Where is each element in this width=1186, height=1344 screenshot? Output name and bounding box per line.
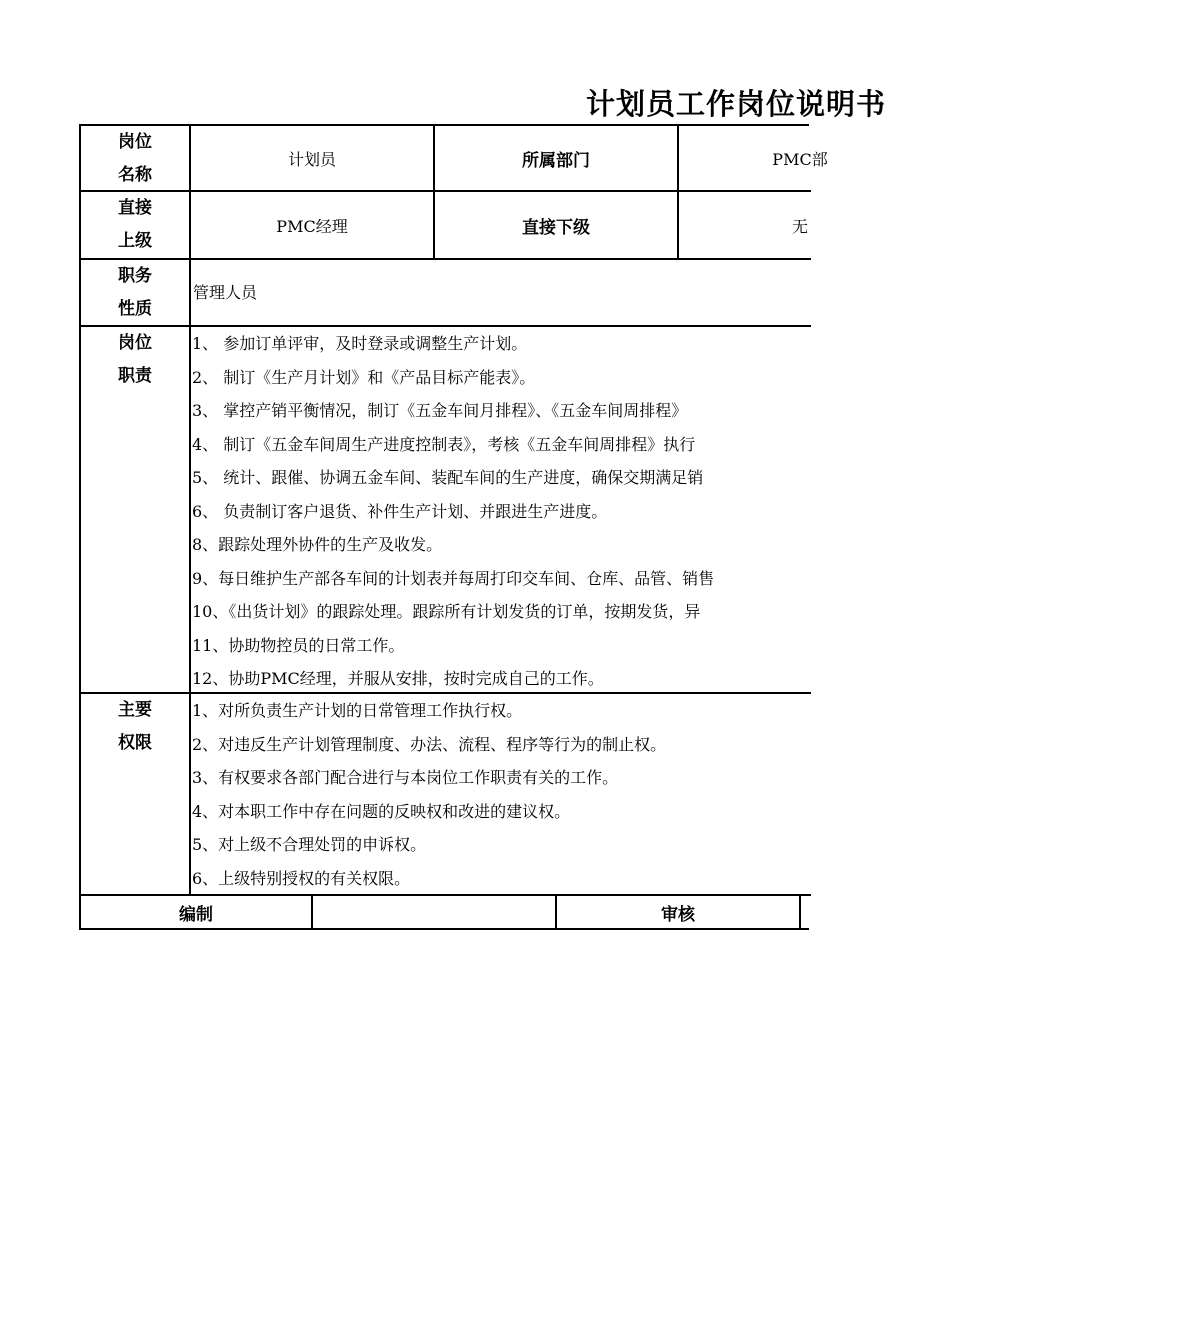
list-item: 10、《出货计划》的跟踪处理。跟踪所有计划发货的订单，按期发货，异 — [192, 602, 701, 621]
position-name-label: 岗位 名称 — [118, 132, 152, 185]
list-item: 4、 制订《五金车间周生产进度控制表》，考核《五金车间周排程》执行 — [192, 434, 696, 454]
direct-subordinate-label: 直接下级 — [522, 217, 590, 238]
table-border-bottom — [79, 928, 809, 930]
position-name-value: 计划员 — [287, 149, 336, 169]
list-item: 1、对所负责生产计划的日常管理工作执行权。 — [192, 701, 523, 720]
list-item: 6、上级特别授权的有关权限。 — [192, 868, 411, 888]
direct-superior-label: 直接 上级 — [118, 198, 152, 251]
main-authority-list — [192, 694, 666, 895]
prepared-by-label: 编制 — [179, 904, 213, 925]
direct-superior-value: PMC经理 — [276, 216, 348, 236]
list-item: 9、每日维护生产部各车间的计划表并每周打印交车间、仓库、品管、销售 — [192, 568, 715, 588]
list-item: 12、协助PMC经理，并服从安排，按时完成自己的工作。 — [192, 669, 604, 688]
column-divider — [799, 896, 801, 928]
list-item: 3、 掌控产销平衡情况，制订《五金车间月排程》、《五金车间周排程》 — [192, 401, 688, 420]
job-duties-label: 岗位 职责 — [118, 333, 152, 386]
list-item: 5、 统计、跟催、协调五金车间、装配车间的生产进度，确保交期满足销 — [192, 468, 704, 487]
job-nature-value: 管理人员 — [193, 283, 258, 302]
list-item: 2、对违反生产计划管理制度、办法、流程、程序等行为的制止权。 — [192, 734, 667, 754]
department-label: 所属部门 — [522, 150, 590, 171]
list-item: 6、 负责制订客户退货、补件生产计划、并跟进生产进度。 — [192, 501, 608, 521]
prepared-by-value[interactable] — [313, 896, 555, 928]
list-item: 8、跟踪处理外协件的生产及收发。 — [192, 535, 443, 554]
direct-subordinate-value: 无 — [791, 216, 808, 236]
list-item: 2、 制订《生产月计划》和《产品目标产能表》。 — [192, 367, 536, 387]
list-item: 11、协助物控员的日常工作。 — [192, 635, 405, 655]
job-duties-list — [192, 327, 714, 696]
department-value: PMC部 — [772, 149, 828, 169]
list-item: 5、对上级不合理处罚的申诉权。 — [192, 835, 427, 854]
list-item: 3、有权要求各部门配合进行与本岗位工作职责有关的工作。 — [192, 768, 619, 787]
list-item: 4、对本职工作中存在问题的反映权和改进的建议权。 — [192, 801, 571, 821]
job-nature-label: 职务 性质 — [118, 266, 152, 319]
document-title: 计划员工作岗位说明书 — [586, 87, 887, 121]
list-item: 1、 参加订单评审，及时登录或调整生产计划。 — [192, 334, 528, 353]
main-authority-label: 主要 权限 — [118, 700, 152, 753]
reviewed-by-label: 审核 — [661, 904, 695, 925]
